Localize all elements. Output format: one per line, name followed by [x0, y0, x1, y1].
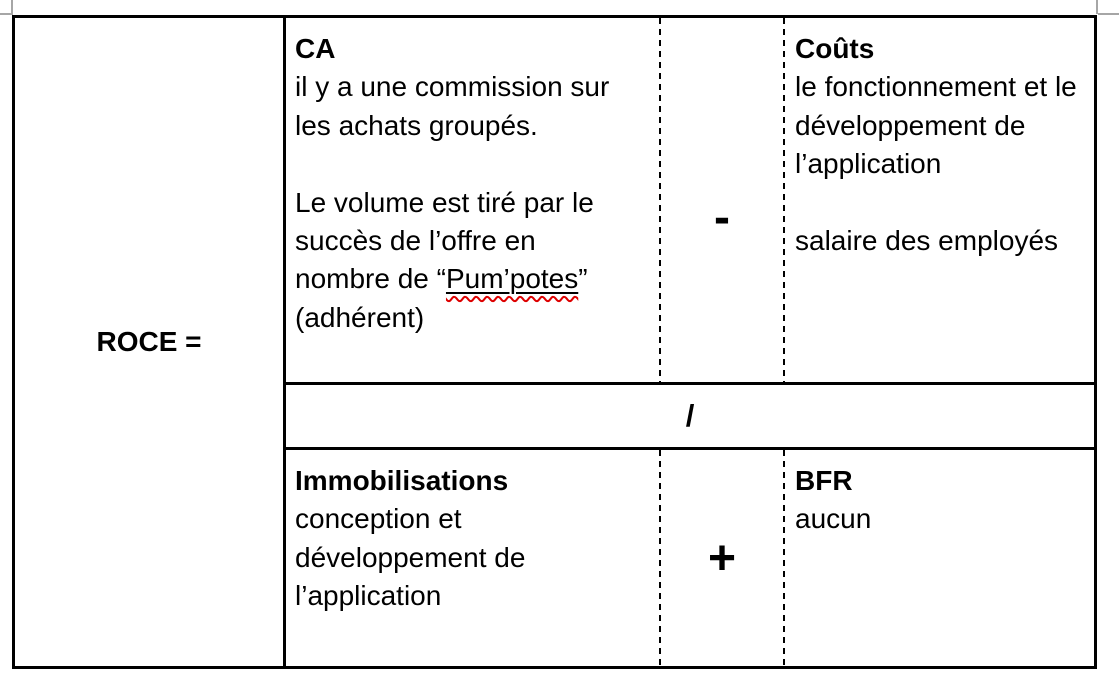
plus-operator-cell[interactable] [661, 450, 783, 666]
table-gridline-top-left-vertical [11, 0, 13, 15]
denominator-row [286, 450, 1094, 666]
ca-text-line: il y a une commission sur [295, 71, 610, 103]
immobilisations-cell[interactable] [286, 450, 659, 666]
ca-text-suffix: ” [578, 263, 588, 295]
bfr-title: BFR [795, 465, 853, 496]
couts-text-line: l’application [795, 148, 942, 180]
fraction-section [286, 18, 1094, 666]
numerator-row [286, 18, 1094, 382]
roce-label: ROCE = [96, 326, 202, 357]
couts-text-line: salaire des employés [795, 225, 1059, 257]
table-gridline-top-left-horizontal [0, 13, 11, 15]
couts-text-line: le fonctionnement et le [795, 71, 1077, 103]
immobilisations-text-line: l’application [295, 580, 442, 612]
roce-formula-table [12, 15, 1097, 669]
minus-operator: - [714, 190, 730, 244]
roce-label-cell[interactable] [15, 18, 286, 666]
misspelled-word: Pum’potes [445, 263, 579, 295]
blank-line [295, 145, 653, 183]
immobilisations-title: Immobilisations [295, 465, 509, 496]
divide-operator: / [685, 398, 695, 433]
plus-operator: + [707, 531, 737, 585]
couts-cell[interactable] [785, 18, 1094, 382]
table-gridline-top-right-horizontal [1098, 13, 1119, 15]
ca-cell[interactable] [286, 18, 659, 382]
table-gridline-top-right-vertical [1096, 0, 1098, 14]
ca-text-line: les achats groupés. [295, 109, 538, 141]
ca-text-prefix: nombre de “ [295, 263, 446, 295]
minus-operator-cell[interactable] [661, 18, 783, 382]
bfr-text-line: aucun [795, 503, 872, 535]
couts-title: Coûts [795, 33, 875, 64]
ca-text-line [295, 260, 653, 298]
ca-text-line: Le volume est tiré par le [295, 186, 594, 218]
bfr-cell[interactable] [785, 450, 1094, 666]
ca-text-line: (adhérent) [295, 301, 425, 333]
ca-text-line: succès de l’offre en [295, 225, 536, 257]
divide-row[interactable] [286, 382, 1094, 450]
ca-title: CA [295, 33, 336, 64]
misspelled-word-underline [446, 263, 578, 294]
immobilisations-text-line: développement de [295, 541, 526, 573]
immobilisations-text-line: conception et [295, 503, 462, 535]
blank-line [795, 184, 1088, 222]
couts-text-line: développement de [795, 109, 1026, 141]
